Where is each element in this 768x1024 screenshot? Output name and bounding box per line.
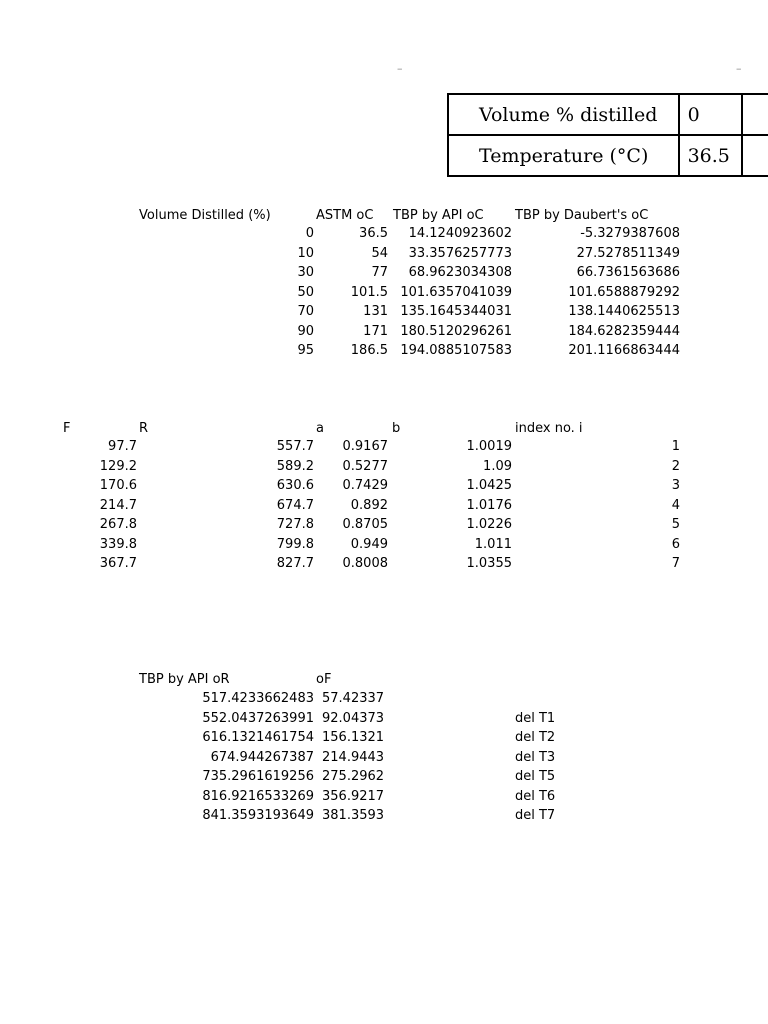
- cell-tbp-r: 816.9216533269: [202, 788, 314, 804]
- cell-tbp-r: 552.0437263991: [202, 710, 314, 726]
- cell-tbp-api: 33.3576257773: [408, 245, 512, 261]
- cell-of: 275.2962: [322, 769, 385, 784]
- cell-f: 97.7: [108, 439, 137, 454]
- cell-empty: [742, 135, 768, 176]
- cell-b: 1.0226: [466, 517, 512, 532]
- cell-a: 0.8008: [342, 556, 388, 571]
- cell-index: 4: [671, 497, 680, 513]
- table-row: [448, 135, 768, 176]
- cell-tbp-daubert: 66.7361563686: [576, 265, 680, 280]
- header-f: F: [63, 421, 71, 436]
- cell-index: 6: [671, 536, 680, 552]
- cell-of: 381.3593: [322, 808, 385, 823]
- cell-volume: 95: [297, 343, 314, 358]
- cell-astm: 77: [371, 265, 388, 280]
- column-tbp-api: [390, 224, 512, 361]
- cell-b: 1.0176: [466, 497, 512, 513]
- cell-index: 1: [671, 439, 680, 454]
- cell-tbp-r: 735.2961619256: [202, 769, 314, 784]
- header-index: index no. i: [515, 421, 583, 436]
- cell-tbp-daubert: 101.6588879292: [568, 284, 680, 300]
- cell-f: 339.8: [99, 536, 137, 552]
- column-of: [322, 689, 402, 826]
- cell-r: 630.6: [276, 478, 314, 493]
- cell-tbp-r: 517.4233662483: [202, 691, 314, 706]
- cell-del: del T5: [515, 769, 556, 784]
- table-row: [448, 94, 768, 135]
- cell-astm: 131: [363, 304, 388, 319]
- dash-mark-1: –: [397, 62, 403, 75]
- header-astm: ASTM oC: [316, 208, 374, 223]
- embedded-image-region: [0, 0, 768, 200]
- cell-volume: 0: [305, 226, 314, 241]
- header-of: oF: [316, 672, 332, 687]
- cell-volume: 70: [297, 304, 314, 319]
- row-value: 0: [679, 94, 742, 135]
- cell-astm: 186.5: [350, 343, 388, 358]
- cell-of: 214.9443: [322, 749, 385, 765]
- header-tbp-daubert: TBP by Daubert's oC: [515, 208, 649, 223]
- cell-tbp-daubert: 27.5278511349: [576, 245, 680, 261]
- row-label: Volume % distilled: [448, 94, 679, 135]
- cell-r: 727.8: [276, 517, 314, 532]
- cell-r: 557.7: [276, 439, 314, 454]
- cell-tbp-api: 68.9623034308: [408, 265, 512, 280]
- cell-a: 0.949: [350, 536, 388, 552]
- column-r: [220, 437, 314, 574]
- cell-f: 267.8: [99, 517, 137, 532]
- column-astm: [320, 224, 388, 361]
- cell-empty: [742, 94, 768, 135]
- row-label: Temperature (°C): [448, 135, 679, 176]
- embedded-distillation-table: [447, 93, 768, 177]
- cell-tbp-api: 135.1645344031: [400, 304, 512, 319]
- cell-r: 674.7: [276, 497, 314, 513]
- cell-a: 0.5277: [342, 458, 388, 474]
- header-a: a: [316, 421, 324, 436]
- cell-astm: 171: [363, 323, 388, 339]
- cell-tbp-api: 194.0885107583: [400, 343, 512, 358]
- cell-del: del T3: [515, 749, 556, 765]
- cell-b: 1.0355: [466, 556, 512, 571]
- cell-volume: 90: [297, 323, 314, 339]
- cell-tbp-daubert: 138.1440625513: [568, 304, 680, 319]
- cell-astm: 101.5: [350, 284, 388, 300]
- cell-index: 3: [671, 478, 680, 493]
- cell-r: 799.8: [276, 536, 314, 552]
- cell-tbp-r: 616.1321461754: [202, 730, 314, 745]
- column-a: [320, 437, 388, 574]
- column-volume: [250, 224, 314, 361]
- cell-del: del T7: [515, 808, 556, 823]
- column-del: [515, 689, 595, 826]
- column-tbp-daubert: [514, 224, 680, 361]
- cell-b: 1.09: [483, 458, 512, 474]
- header-volume-distilled: Volume Distilled (%): [139, 208, 271, 223]
- cell-index: 5: [671, 517, 680, 532]
- cell-r: 827.7: [276, 556, 314, 571]
- cell-tbp-r: 674.944267387: [210, 749, 314, 765]
- cell-r: 589.2: [276, 458, 314, 474]
- column-index: [514, 437, 680, 574]
- cell-del: del T2: [515, 730, 556, 745]
- column-f: [60, 437, 137, 574]
- cell-of: 92.04373: [322, 710, 385, 726]
- cell-tbp-daubert: 184.6282359444: [568, 323, 680, 339]
- cell-a: 0.892: [350, 497, 388, 513]
- cell-f: 170.6: [99, 478, 137, 493]
- cell-tbp-api: 101.6357041039: [400, 284, 512, 300]
- cell-b: 1.0425: [466, 478, 512, 493]
- cell-b: 1.011: [474, 536, 512, 552]
- cell-f: 129.2: [99, 458, 137, 474]
- cell-astm: 54: [371, 245, 388, 261]
- cell-astm: 36.5: [359, 226, 388, 241]
- cell-a: 0.9167: [342, 439, 388, 454]
- cell-tbp-daubert: 201.1166863444: [568, 343, 680, 358]
- cell-del: del T6: [515, 788, 556, 804]
- cell-volume: 30: [297, 265, 314, 280]
- cell-f: 367.7: [99, 556, 137, 571]
- cell-of: 57.42337: [322, 691, 385, 706]
- header-tbp-api: TBP by API oC: [393, 208, 484, 223]
- cell-tbp-api: 180.5120296261: [400, 323, 512, 339]
- cell-volume: 10: [297, 245, 314, 261]
- header-r: R: [139, 421, 149, 436]
- cell-b: 1.0019: [466, 439, 512, 454]
- header-tbp-api-r: TBP by API oR: [139, 672, 230, 687]
- cell-volume: 50: [297, 284, 314, 300]
- cell-tbp-api: 14.1240923602: [408, 226, 512, 241]
- cell-f: 214.7: [99, 497, 137, 513]
- cell-index: 2: [671, 458, 680, 474]
- cell-a: 0.7429: [342, 478, 388, 493]
- header-b: b: [392, 421, 401, 436]
- column-b: [390, 437, 512, 574]
- cell-del: del T1: [515, 710, 556, 726]
- cell-of: 356.9217: [322, 788, 385, 804]
- cell-of: 156.1321: [322, 730, 385, 745]
- cell-index: 7: [671, 556, 680, 571]
- cell-del: [515, 689, 595, 709]
- row-value: 36.5: [679, 135, 742, 176]
- cell-tbp-r: 841.3593193649: [202, 808, 314, 823]
- cell-tbp-daubert: -5.3279387608: [580, 226, 680, 241]
- column-tbp-r: [140, 689, 314, 826]
- cell-a: 0.8705: [342, 517, 388, 532]
- dash-mark-2: –: [736, 62, 742, 75]
